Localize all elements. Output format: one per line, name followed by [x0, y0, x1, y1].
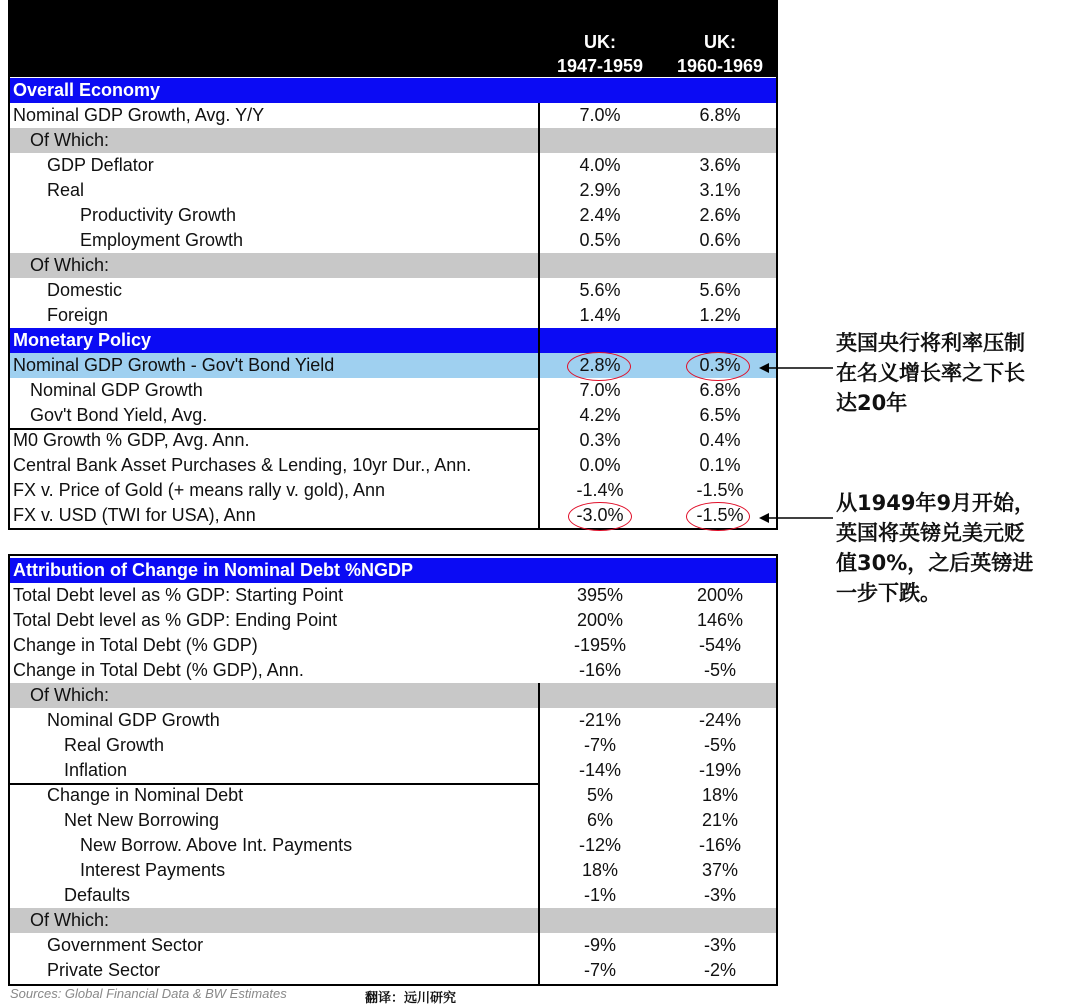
value-1947-1959: 0.5% [579, 230, 621, 250]
row-label: Real Growth [64, 735, 165, 755]
value-1947-1959: -21% [578, 710, 622, 730]
row-label: Private Sector [47, 960, 161, 980]
value-1947-1959: 0.3% [579, 430, 621, 450]
value-1960-1969: 1.2% [699, 305, 741, 325]
value-1947-1959: 7.0% [579, 380, 621, 400]
value-1960-1969: 200% [696, 585, 744, 605]
value-1960-1969: 3.1% [699, 180, 741, 200]
table-row [10, 478, 776, 503]
value-1960-1969: -19% [698, 760, 742, 780]
value-1947-1959: -7% [583, 735, 616, 755]
value-1947-1959: 7.0% [579, 105, 621, 125]
row-label: Central Bank Asset Purchases & Lending, 10yr Dur., Ann. [13, 455, 472, 475]
value-1960-1969: 18% [701, 785, 739, 805]
annotation-line: 达20年 [836, 391, 908, 415]
table-row [10, 958, 776, 983]
source-note: Sources: Global Financial Data & BW Estimates [10, 986, 287, 1001]
value-1960-1969: 37% [701, 860, 739, 880]
table-row [10, 933, 776, 958]
value-1947-1959: 18% [581, 860, 619, 880]
row-label: Total Debt level as % GDP: Ending Point [13, 610, 338, 630]
row-label: M0 Growth % GDP, Avg. Ann. [13, 430, 250, 450]
table-row [10, 658, 776, 683]
row-label: Foreign [47, 305, 109, 325]
row-label: Employment Growth [80, 230, 244, 250]
row-label: Real [47, 180, 85, 200]
annotation-devaluation [836, 488, 1076, 608]
value-1947-1959: 5.6% [579, 280, 621, 300]
column-header-country: UK: [584, 32, 616, 52]
section-overall-economy [10, 78, 776, 103]
highlight-oval [568, 502, 632, 531]
value-1947-1959: -1.4% [576, 480, 624, 500]
table-row [10, 758, 776, 783]
economy-table [8, 0, 778, 530]
value-1960-1969: -3% [703, 885, 736, 905]
value-1960-1969: -54% [698, 635, 742, 655]
value-1960-1969: -1.5% [696, 480, 744, 500]
table-row [10, 808, 776, 833]
row-label: Of Which: [30, 685, 110, 705]
row-label: Nominal GDP Growth [47, 710, 220, 730]
table-row [10, 503, 776, 528]
value-1947-1959: 1.4% [579, 305, 621, 325]
column-header-1947-1959 [545, 30, 655, 78]
row-label: Nominal GDP Growth [30, 380, 203, 400]
row-divider [10, 428, 540, 430]
row-label: Total Debt level as % GDP: Starting Point [13, 585, 344, 605]
table-row [10, 633, 776, 658]
value-1960-1969: -2% [703, 960, 736, 980]
value-1947-1959: 395% [576, 585, 624, 605]
value-1947-1959: 4.2% [579, 405, 621, 425]
annotation-line: 从1949年9月开始， [836, 491, 1036, 515]
value-1947-1959: 4.0% [579, 155, 621, 175]
value-1960-1969: -5% [703, 660, 736, 680]
value-1947-1959: -7% [583, 960, 616, 980]
row-label: Nominal GDP Growth - Gov't Bond Yield [13, 355, 335, 375]
value-1960-1969: 6.8% [699, 105, 741, 125]
value-1960-1969: 0.6% [699, 230, 741, 250]
value-1960-1969: 0.3% [699, 355, 741, 375]
table-row [10, 883, 776, 908]
table-row [10, 153, 776, 178]
value-1947-1959: -9% [583, 935, 616, 955]
value-1947-1959: 6% [586, 810, 613, 830]
table-row [10, 453, 776, 478]
table-row [10, 378, 776, 403]
row-label: Domestic [47, 280, 123, 300]
table-row [10, 708, 776, 733]
debt-attribution-table [8, 554, 778, 986]
value-1947-1959: 200% [576, 610, 624, 630]
value-1947-1959: -12% [578, 835, 622, 855]
value-1960-1969: 146% [696, 610, 744, 630]
row-label: Inflation [64, 760, 128, 780]
row-label: Of Which: [30, 910, 110, 930]
column-divider [538, 103, 540, 528]
value-1947-1959: -3.0% [576, 505, 624, 525]
row-label: Overall Economy [13, 80, 161, 100]
value-1947-1959: -1% [583, 885, 616, 905]
row-label: Defaults [64, 885, 131, 905]
annotation-line: 在名义增长率之下长 [836, 361, 1025, 385]
row-label: Of Which: [30, 130, 110, 150]
table-row [10, 833, 776, 858]
annotation-line: 英国将英镑兑美元贬 [836, 521, 1025, 545]
value-1960-1969: -3% [703, 935, 736, 955]
annotation-rate-suppression [836, 328, 1076, 418]
value-1960-1969: 6.8% [699, 380, 741, 400]
row-label: Change in Total Debt (% GDP) [13, 635, 258, 655]
translation-credit: 翻译：远川研究 [365, 991, 457, 1006]
value-1947-1959: -14% [578, 760, 622, 780]
table-row [10, 178, 776, 203]
row-label: FX v. USD (TWI for USA), Ann [13, 505, 256, 525]
highlight-oval [686, 502, 750, 531]
table-row [10, 403, 776, 428]
value-1947-1959: 2.9% [579, 180, 621, 200]
value-1960-1969: 5.6% [699, 280, 741, 300]
annotation-line: 一步下跌。 [836, 581, 941, 605]
value-1947-1959: -195% [573, 635, 627, 655]
highlight-oval [686, 352, 750, 381]
of-which-row [10, 128, 776, 153]
table-row [10, 303, 776, 328]
column-header-country: UK: [704, 32, 736, 52]
table-row [10, 428, 776, 453]
row-label: Change in Total Debt (% GDP), Ann. [13, 660, 304, 680]
value-1960-1969: -24% [698, 710, 742, 730]
value-1960-1969: 6.5% [699, 405, 741, 425]
table-row [10, 203, 776, 228]
table-row [10, 733, 776, 758]
of-which-row [10, 908, 776, 933]
annotation-line: 英国央行将利率压制 [836, 331, 1025, 355]
row-label: Monetary Policy [13, 330, 152, 350]
row-label: Nominal GDP Growth, Avg. Y/Y [13, 105, 265, 125]
column-header-period: 1960-1969 [676, 56, 764, 76]
row-label: Net New Borrowing [64, 810, 220, 830]
value-1960-1969: 2.6% [699, 205, 741, 225]
row-label: Productivity Growth [80, 205, 237, 225]
row-label: GDP Deflator [47, 155, 154, 175]
value-1947-1959: -16% [578, 660, 622, 680]
column-header-period: 1947-1959 [556, 56, 644, 76]
annotation-line: 值30%，之后英镑进 [836, 551, 1034, 575]
column-header-1960-1969 [665, 30, 775, 78]
row-label: New Borrow. Above Int. Payments [80, 835, 353, 855]
value-1960-1969: 0.4% [699, 430, 741, 450]
column-divider [538, 683, 540, 984]
row-label: Of Which: [30, 255, 110, 275]
row-label: Government Sector [47, 935, 204, 955]
row-divider [10, 783, 540, 785]
value-1947-1959: 0.0% [579, 455, 621, 475]
table-row [10, 858, 776, 883]
table-row [10, 783, 776, 808]
row-label: FX v. Price of Gold (+ means rally v. gold), Ann [13, 480, 385, 500]
table-row [10, 608, 776, 633]
value-1960-1969: 21% [701, 810, 739, 830]
row-label: Change in Nominal Debt [47, 785, 244, 805]
row-label: Interest Payments [80, 860, 226, 880]
highlight-oval [567, 352, 631, 381]
annotation-arrow [755, 358, 835, 378]
table-row [10, 278, 776, 303]
value-1960-1969: -16% [698, 835, 742, 855]
section-monetary-policy [10, 328, 776, 353]
of-which-row [10, 253, 776, 278]
value-1960-1969: -1.5% [696, 505, 744, 525]
value-1960-1969: 0.1% [699, 455, 741, 475]
annotation-arrow [755, 508, 835, 528]
table-row [10, 583, 776, 608]
value-1960-1969: -5% [703, 735, 736, 755]
value-1947-1959: 2.4% [579, 205, 621, 225]
row-label: Gov't Bond Yield, Avg. [30, 405, 208, 425]
value-1947-1959: 2.8% [579, 355, 621, 375]
of-which-row [10, 683, 776, 708]
table-row [10, 228, 776, 253]
value-1960-1969: 3.6% [699, 155, 741, 175]
section-attribution [10, 558, 776, 583]
table-row [10, 103, 776, 128]
highlighted-row [10, 353, 776, 378]
table-header [10, 2, 776, 77]
row-label: Attribution of Change in Nominal Debt %NGDP [13, 560, 413, 580]
value-1947-1959: 5% [586, 785, 613, 805]
